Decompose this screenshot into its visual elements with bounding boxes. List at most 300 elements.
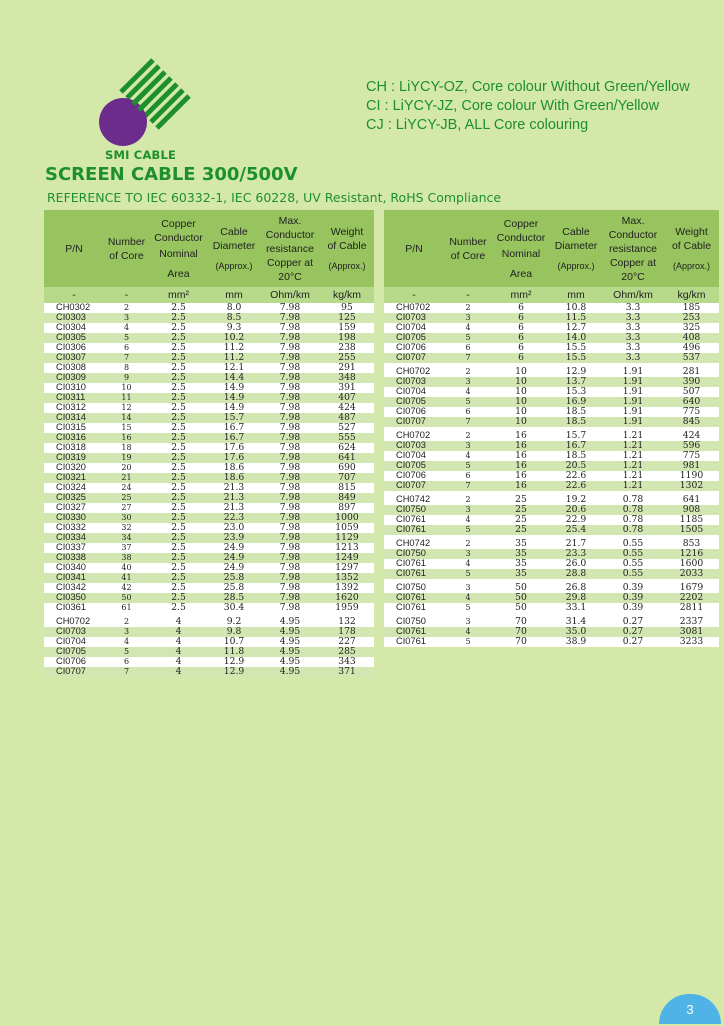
cell-diameter: 14.9 bbox=[208, 393, 260, 403]
cell-cores: 6 bbox=[123, 343, 130, 353]
cell-diameter: 25.8 bbox=[223, 583, 245, 593]
cell-diameter: 12.9 bbox=[565, 367, 587, 377]
cell-pn: CH0742 bbox=[396, 539, 431, 549]
cell-area: 2.5 bbox=[171, 603, 186, 613]
note-ci: CI : LiYCY-JZ, Core colour With Green/Yellow bbox=[366, 98, 660, 114]
cell-area: 2.5 bbox=[171, 463, 186, 473]
cell-pn: CI0316 bbox=[44, 433, 104, 443]
cell-diameter: 16.9 bbox=[550, 397, 602, 407]
cell-weight: 390 bbox=[664, 377, 719, 387]
cell-pn: CI0703 bbox=[384, 441, 444, 451]
table-row bbox=[384, 377, 719, 387]
header-cores: Number of Core bbox=[444, 210, 492, 287]
cell-resistance: 7.98 bbox=[279, 383, 301, 393]
cell-weight: 424 bbox=[682, 431, 701, 441]
cable-spec-table-left bbox=[44, 210, 374, 677]
cell-pn: CI0704 bbox=[56, 637, 86, 647]
header-resistance: Max. Conductor resistance Copper at 20°C bbox=[602, 210, 664, 287]
cell-pn: CI0706 bbox=[396, 471, 426, 481]
cell-cores: 30 bbox=[104, 513, 149, 523]
cell-pn: CI0704 bbox=[396, 451, 426, 461]
table-row bbox=[44, 443, 374, 453]
cell-cores: 3 bbox=[104, 313, 149, 323]
cell-weight: 3081 bbox=[664, 627, 719, 637]
table-row bbox=[384, 323, 719, 333]
table-row bbox=[44, 573, 374, 583]
cell-pn: CI0705 bbox=[384, 397, 444, 407]
cell-weight: 507 bbox=[682, 387, 701, 397]
cell-weight: 132 bbox=[338, 617, 356, 627]
cell-resistance: 4.95 bbox=[279, 617, 301, 627]
cell-weight: 407 bbox=[320, 393, 374, 403]
cell-diameter: 11.2 bbox=[223, 343, 245, 353]
cell-cores: 5 bbox=[104, 647, 149, 657]
table-row bbox=[44, 657, 374, 667]
cell-area: 10 bbox=[492, 417, 550, 427]
cell-pn: CI0312 bbox=[56, 403, 86, 413]
cell-pn: CI0761 bbox=[396, 637, 426, 647]
cell-weight: 555 bbox=[320, 433, 374, 443]
cell-cores: 3 bbox=[444, 505, 492, 515]
cell-area: 2.5 bbox=[171, 503, 186, 513]
cell-resistance: 0.27 bbox=[602, 627, 664, 637]
cell-cores: 2 bbox=[465, 367, 471, 377]
cell-diameter: 30.4 bbox=[223, 603, 245, 613]
cell-resistance: 7.98 bbox=[260, 593, 320, 603]
smi-cable-logo bbox=[96, 50, 196, 150]
header-weight: Weight of Cable (Approx.) bbox=[320, 210, 374, 287]
table-body-right bbox=[384, 303, 719, 647]
table-row bbox=[44, 603, 374, 613]
cell-resistance: 1.91 bbox=[622, 387, 644, 397]
cell-cores: 12 bbox=[121, 403, 132, 413]
cell-cores: 5 bbox=[104, 333, 149, 343]
cell-cores: 3 bbox=[465, 583, 471, 593]
cable-spec-table-right bbox=[384, 210, 719, 647]
table-row bbox=[384, 451, 719, 461]
cell-cores: 11 bbox=[104, 393, 149, 403]
cell-resistance: 7.98 bbox=[260, 373, 320, 383]
cell-pn: CI0310 bbox=[56, 383, 86, 393]
cell-pn: CI0361 bbox=[56, 603, 86, 613]
cell-weight: 2337 bbox=[679, 617, 704, 627]
cell-cores: 18 bbox=[121, 443, 132, 453]
cell-pn: CI0750 bbox=[396, 617, 426, 627]
cell-resistance: 7.98 bbox=[260, 433, 320, 443]
cell-cores: 3 bbox=[444, 377, 492, 387]
table-row bbox=[384, 303, 719, 313]
cell-weight: 343 bbox=[338, 657, 356, 667]
cell-weight: 95 bbox=[341, 303, 353, 313]
cell-pn: CI0341 bbox=[44, 573, 104, 583]
table-row bbox=[384, 593, 719, 603]
cell-area: 2.5 bbox=[171, 423, 186, 433]
table-row bbox=[44, 323, 374, 333]
cell-pn: CI0750 bbox=[384, 549, 444, 559]
cell-cores: 25 bbox=[104, 493, 149, 503]
cell-weight: 897 bbox=[338, 503, 356, 513]
cell-diameter: 28.8 bbox=[550, 569, 602, 579]
table-row bbox=[44, 627, 374, 637]
cell-area: 10 bbox=[515, 387, 527, 397]
cell-pn: CI0319 bbox=[44, 453, 104, 463]
table-row bbox=[384, 367, 719, 377]
cell-resistance: 0.78 bbox=[622, 515, 644, 525]
table-row bbox=[384, 461, 719, 471]
cell-pn: CH0702 bbox=[56, 617, 91, 627]
cell-diameter: 25.8 bbox=[208, 573, 260, 583]
cell-resistance: 1.21 bbox=[602, 441, 664, 451]
cell-diameter: 9.3 bbox=[226, 323, 242, 333]
cell-area: 2.5 bbox=[149, 473, 208, 483]
cell-diameter: 19.2 bbox=[565, 495, 587, 505]
cell-cores: 6 bbox=[465, 407, 471, 417]
table-row bbox=[384, 559, 719, 569]
cell-cores: 6 bbox=[123, 657, 130, 667]
cell-resistance: 1.91 bbox=[602, 397, 664, 407]
cell-weight: 1213 bbox=[335, 543, 359, 553]
table-row bbox=[44, 493, 374, 503]
cell-weight: 227 bbox=[338, 637, 356, 647]
cell-resistance: 7.98 bbox=[260, 393, 320, 403]
cell-resistance: 0.55 bbox=[602, 549, 664, 559]
cell-resistance: 7.98 bbox=[279, 483, 301, 493]
cell-resistance: 1.21 bbox=[602, 461, 664, 471]
cell-weight: 371 bbox=[320, 667, 374, 677]
cell-cores: 3 bbox=[465, 617, 471, 627]
table-row bbox=[384, 387, 719, 397]
cell-area: 6 bbox=[492, 313, 550, 323]
table-row bbox=[384, 549, 719, 559]
cell-area: 50 bbox=[492, 593, 550, 603]
cell-pn: CI0704 bbox=[396, 323, 426, 333]
cell-pn: CH0302 bbox=[56, 303, 91, 313]
table-row bbox=[44, 353, 374, 363]
table-row bbox=[44, 403, 374, 413]
cell-resistance: 0.55 bbox=[602, 569, 664, 579]
cell-weight: 1059 bbox=[335, 523, 359, 533]
cell-weight: 1216 bbox=[664, 549, 719, 559]
cell-diameter: 18.6 bbox=[223, 463, 245, 473]
table-row bbox=[44, 647, 374, 657]
cell-cores: 19 bbox=[104, 453, 149, 463]
cell-diameter: 13.7 bbox=[550, 377, 602, 387]
cell-pn: CI0706 bbox=[396, 343, 426, 353]
cell-diameter: 12.7 bbox=[565, 323, 587, 333]
cell-diameter: 20.6 bbox=[550, 505, 602, 515]
cell-cores: 2 bbox=[465, 539, 471, 549]
cell-weight: 527 bbox=[338, 423, 356, 433]
cell-resistance: 3.3 bbox=[602, 353, 664, 363]
cell-pn: CI0327 bbox=[56, 503, 86, 513]
cell-weight: 2033 bbox=[664, 569, 719, 579]
cell-area: 6 bbox=[492, 333, 550, 343]
cell-cores: 2 bbox=[123, 617, 130, 627]
page-number: 3 bbox=[659, 994, 721, 1024]
cell-area: 4 bbox=[149, 667, 208, 677]
table-row bbox=[384, 333, 719, 343]
cell-resistance: 7.98 bbox=[279, 603, 301, 613]
cell-diameter: 12.9 bbox=[223, 657, 245, 667]
header-pn: P/N bbox=[384, 210, 444, 287]
cell-area: 2.5 bbox=[171, 563, 186, 573]
cell-area: 35 bbox=[492, 549, 550, 559]
unit-resistance: Ohm/km bbox=[602, 287, 664, 303]
table-row bbox=[44, 343, 374, 353]
cell-pn: CI0320 bbox=[56, 463, 86, 473]
cell-diameter: 21.7 bbox=[565, 539, 587, 549]
cell-pn: CH0702 bbox=[396, 431, 431, 441]
cell-area: 25 bbox=[515, 515, 527, 525]
table-row bbox=[384, 481, 719, 491]
cell-area: 6 bbox=[518, 343, 524, 353]
cell-area: 4 bbox=[149, 647, 208, 657]
cell-cores: 4 bbox=[465, 323, 471, 333]
table-row bbox=[384, 431, 719, 441]
cell-area: 2.5 bbox=[171, 543, 186, 553]
cell-weight: 1000 bbox=[320, 513, 374, 523]
unit-pn: - bbox=[44, 287, 104, 303]
cell-pn: CI0325 bbox=[44, 493, 104, 503]
table-row bbox=[384, 617, 719, 627]
cell-cores: 5 bbox=[444, 333, 492, 343]
cell-pn: CI0350 bbox=[44, 593, 104, 603]
cell-resistance: 7.98 bbox=[260, 573, 320, 583]
cell-weight: 253 bbox=[664, 313, 719, 323]
cell-diameter: 24.9 bbox=[223, 543, 245, 553]
cell-area: 6 bbox=[492, 353, 550, 363]
cell-area: 10 bbox=[515, 367, 527, 377]
table-row bbox=[44, 423, 374, 433]
cell-weight: 981 bbox=[664, 461, 719, 471]
header-diameter: Cable Diameter (Approx.) bbox=[208, 210, 260, 287]
cell-cores: 2 bbox=[465, 495, 471, 505]
cell-diameter: 17.6 bbox=[223, 443, 245, 453]
cell-pn: CI0330 bbox=[44, 513, 104, 523]
cell-pn: CI0334 bbox=[44, 533, 104, 543]
brand-name: SMI CABLE bbox=[105, 148, 177, 162]
cell-resistance: 7.98 bbox=[260, 453, 320, 463]
table-row bbox=[384, 407, 719, 417]
cell-pn: CI0761 bbox=[384, 569, 444, 579]
cell-pn: CI0706 bbox=[396, 407, 426, 417]
unit-area: mm² bbox=[149, 287, 208, 303]
cell-diameter: 24.9 bbox=[223, 563, 245, 573]
cell-cores: 40 bbox=[121, 563, 132, 573]
cell-weight: 1190 bbox=[679, 471, 704, 481]
page-title: SCREEN CABLE 300/500V bbox=[45, 164, 298, 185]
cell-area: 2.5 bbox=[171, 483, 186, 493]
cell-resistance: 3.3 bbox=[625, 303, 641, 313]
cell-diameter: 12.1 bbox=[223, 363, 245, 373]
cell-cores: 7 bbox=[104, 667, 149, 677]
table-row bbox=[44, 383, 374, 393]
cell-cores: 4 bbox=[465, 451, 471, 461]
core-colour-notes bbox=[366, 78, 690, 135]
cell-area: 2.5 bbox=[149, 353, 208, 363]
cell-area: 2.5 bbox=[171, 383, 186, 393]
cell-cores: 16 bbox=[104, 433, 149, 443]
cell-pn: CI0309 bbox=[44, 373, 104, 383]
cell-diameter: 10.8 bbox=[565, 303, 587, 313]
table-row bbox=[44, 617, 374, 627]
cell-pn: CI0703 bbox=[384, 313, 444, 323]
table-row bbox=[44, 563, 374, 573]
cell-pn: CI0761 bbox=[384, 627, 444, 637]
cell-pn: CH0702 bbox=[396, 303, 431, 313]
table-row bbox=[44, 583, 374, 593]
cell-cores: 7 bbox=[444, 417, 492, 427]
cell-weight: 815 bbox=[338, 483, 356, 493]
cell-weight: 845 bbox=[664, 417, 719, 427]
cell-area: 50 bbox=[515, 583, 527, 593]
cell-area: 2.5 bbox=[149, 433, 208, 443]
cell-diameter: 29.8 bbox=[550, 593, 602, 603]
cell-weight: 496 bbox=[682, 343, 701, 353]
cell-diameter: 23.0 bbox=[223, 523, 245, 533]
cell-cores: 20 bbox=[121, 463, 132, 473]
cell-resistance: 0.55 bbox=[622, 539, 644, 549]
cell-area: 2.5 bbox=[149, 393, 208, 403]
header-cores: Number of Core bbox=[104, 210, 149, 287]
cell-area: 25 bbox=[492, 505, 550, 515]
note-ch: CH : LiYCY-OZ, Core colour Without Green/Yellow bbox=[366, 79, 690, 95]
cell-pn: CI0761 bbox=[384, 593, 444, 603]
table-row bbox=[384, 525, 719, 535]
table-row bbox=[384, 637, 719, 647]
cell-cores: 5 bbox=[444, 525, 492, 535]
cell-diameter: 25.4 bbox=[550, 525, 602, 535]
cell-weight: 1600 bbox=[679, 559, 704, 569]
cell-area: 10 bbox=[515, 407, 527, 417]
table-row bbox=[44, 523, 374, 533]
unit-cores: - bbox=[104, 287, 149, 303]
table-body-left bbox=[44, 303, 374, 677]
cell-area: 2.5 bbox=[149, 413, 208, 423]
cell-area: 4 bbox=[149, 627, 208, 637]
cell-pn: CI0761 bbox=[396, 559, 426, 569]
cell-area: 2.5 bbox=[171, 343, 186, 353]
cell-weight: 849 bbox=[320, 493, 374, 503]
cell-resistance: 1.91 bbox=[622, 367, 644, 377]
cell-pn: CI0303 bbox=[44, 313, 104, 323]
table-row bbox=[44, 413, 374, 423]
cell-diameter: 35.0 bbox=[550, 627, 602, 637]
cell-diameter: 9.8 bbox=[208, 627, 260, 637]
cell-weight: 281 bbox=[682, 367, 701, 377]
cell-cores: 6 bbox=[465, 471, 471, 481]
table-row bbox=[44, 333, 374, 343]
cell-weight: 159 bbox=[338, 323, 356, 333]
cell-diameter: 21.3 bbox=[223, 483, 245, 493]
cell-weight: 424 bbox=[338, 403, 356, 413]
cell-resistance: 0.78 bbox=[602, 505, 664, 515]
cell-weight: 1297 bbox=[335, 563, 359, 573]
cell-pn: CI0707 bbox=[384, 417, 444, 427]
table-row bbox=[44, 637, 374, 647]
cell-cores: 15 bbox=[121, 423, 132, 433]
cell-cores: 38 bbox=[104, 553, 149, 563]
cell-diameter: 16.7 bbox=[550, 441, 602, 451]
cell-pn: CI0337 bbox=[56, 543, 86, 553]
cell-resistance: 4.95 bbox=[260, 627, 320, 637]
cell-pn: CI0704 bbox=[396, 387, 426, 397]
cell-diameter: 15.5 bbox=[550, 353, 602, 363]
table-row bbox=[44, 313, 374, 323]
cell-cores: 14 bbox=[104, 413, 149, 423]
cell-cores: 5 bbox=[444, 569, 492, 579]
cell-pn: CI0305 bbox=[44, 333, 104, 343]
cell-area: 50 bbox=[515, 603, 527, 613]
cell-diameter: 38.9 bbox=[565, 637, 587, 647]
cell-diameter: 22.9 bbox=[565, 515, 587, 525]
cell-weight: 641 bbox=[320, 453, 374, 463]
cell-diameter: 14.9 bbox=[223, 403, 245, 413]
cell-area: 70 bbox=[492, 627, 550, 637]
cell-resistance: 3.3 bbox=[602, 333, 664, 343]
cell-pn: CI0750 bbox=[384, 505, 444, 515]
cell-area: 70 bbox=[515, 637, 527, 647]
cell-diameter: 12.9 bbox=[208, 667, 260, 677]
table-row bbox=[44, 513, 374, 523]
cell-diameter: 8.0 bbox=[226, 303, 242, 313]
unit-resistance: Ohm/km bbox=[260, 287, 320, 303]
table-row bbox=[44, 463, 374, 473]
cell-cores: 34 bbox=[104, 533, 149, 543]
cell-diameter: 11.8 bbox=[208, 647, 260, 657]
cell-resistance: 7.98 bbox=[279, 443, 301, 453]
cell-cores: 4 bbox=[444, 593, 492, 603]
cell-resistance: 4.95 bbox=[260, 667, 320, 677]
cell-area: 70 bbox=[515, 617, 527, 627]
cell-weight: 1959 bbox=[335, 603, 359, 613]
cell-diameter: 18.5 bbox=[565, 451, 587, 461]
cell-resistance: 7.98 bbox=[260, 513, 320, 523]
cell-diameter: 22.3 bbox=[208, 513, 260, 523]
cell-weight: 185 bbox=[682, 303, 701, 313]
cell-cores: 5 bbox=[465, 637, 471, 647]
cell-weight: 408 bbox=[664, 333, 719, 343]
cell-resistance: 3.3 bbox=[625, 323, 641, 333]
cell-resistance: 4.95 bbox=[279, 657, 301, 667]
unit-diameter: mm bbox=[208, 287, 260, 303]
cell-area: 4 bbox=[175, 657, 182, 667]
cell-diameter: 23.3 bbox=[550, 549, 602, 559]
cell-area: 2.5 bbox=[171, 303, 186, 313]
cell-area: 10 bbox=[492, 397, 550, 407]
cell-cores: 37 bbox=[121, 543, 132, 553]
cell-resistance: 1.21 bbox=[602, 481, 664, 491]
cell-diameter: 16.7 bbox=[223, 423, 245, 433]
cell-pn: CI0761 bbox=[396, 515, 426, 525]
cell-resistance: 0.27 bbox=[622, 637, 644, 647]
cell-resistance: 0.39 bbox=[622, 583, 644, 593]
cell-resistance: 7.98 bbox=[260, 353, 320, 363]
cell-weight: 537 bbox=[664, 353, 719, 363]
cell-resistance: 7.98 bbox=[279, 363, 301, 373]
unit-weight: kg/km bbox=[664, 287, 719, 303]
cell-pn: CI0321 bbox=[44, 473, 104, 483]
cell-cores: 7 bbox=[444, 353, 492, 363]
cell-weight: 641 bbox=[682, 495, 701, 505]
cell-pn: CI0307 bbox=[44, 353, 104, 363]
table-row bbox=[44, 393, 374, 403]
header-diameter: Cable Diameter (Approx.) bbox=[550, 210, 602, 287]
cell-area: 2.5 bbox=[149, 513, 208, 523]
cell-resistance: 3.3 bbox=[602, 313, 664, 323]
cell-cores: 21 bbox=[104, 473, 149, 483]
cell-pn: CI0707 bbox=[384, 481, 444, 491]
